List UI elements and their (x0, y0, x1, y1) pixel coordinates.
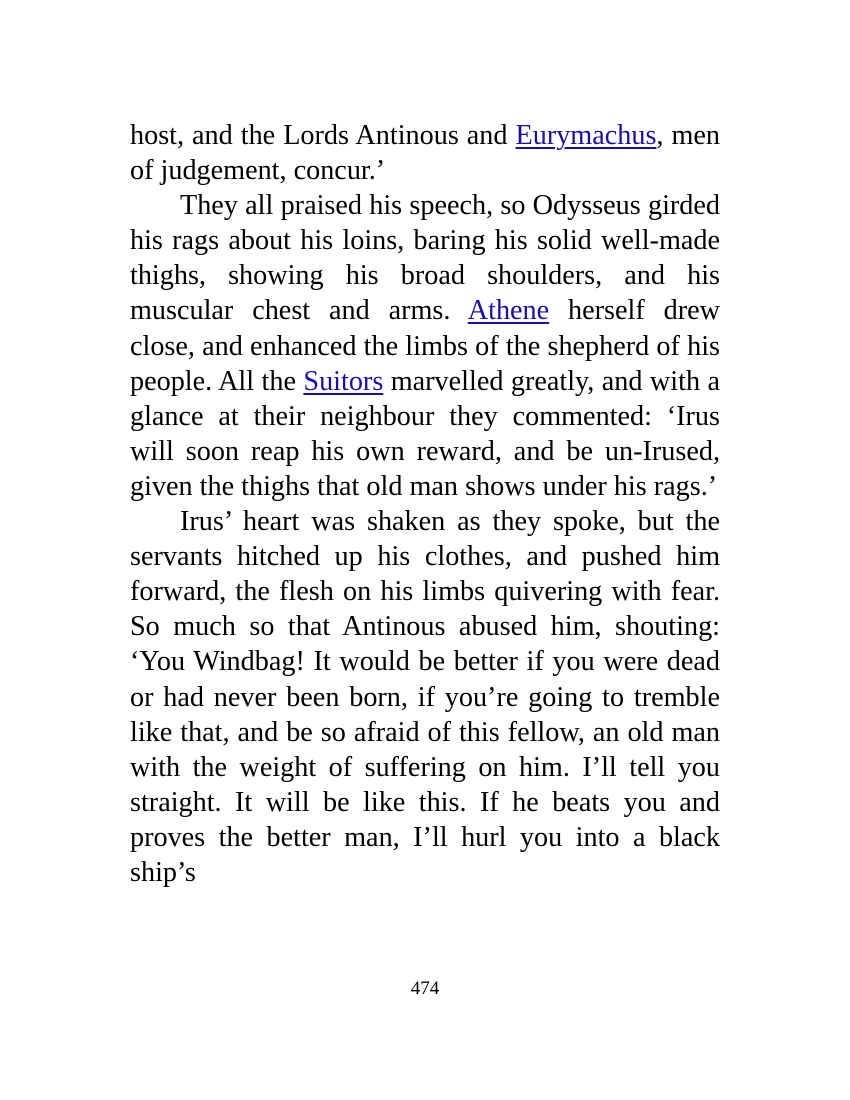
document-body (130, 118, 720, 890)
page-number: 474 (410, 978, 440, 999)
text-segment: marvelled greatly, and with a glance at their neighbour they commented: ‘Irus will soon reap his own reward, and be un-Irused, given the thighs that old man shows under his rags.’ (130, 365, 720, 502)
link-suitors[interactable]: Suitors (303, 365, 384, 397)
paragraph (130, 188, 720, 504)
paragraph (130, 504, 720, 890)
link-athene[interactable]: Athene (467, 295, 550, 327)
text-segment: They all praised his speech, so Odysseus girded his rags about his loins, baring his solid well-made thighs, showing his broad shoulders, and his muscular chest and arms. (130, 190, 720, 327)
text-segment: host, and the Lords Antinous and (130, 120, 516, 151)
text-segment: herself drew close, and enhanced the limbs of the shepherd of his people. All the (130, 295, 720, 397)
paragraph (130, 118, 720, 188)
text-segment: Irus’ heart was shaken as they spoke, but the servants hitched up his clothes, and pushed him forward, the flesh on his limbs quivering with fear. So much so that Antinous abused him, shouting: ‘You Windbag! It would be better if you were dead or had never been born, if you’re going to tremble like that, and be so afraid of this fellow, an old man with the weight of suffering on him. I’ll tell you straight. It will be like this. If he beats you and proves the better man, I’ll hurl you into a black ship’s (130, 506, 720, 888)
text-segment: , men of judgement, concur.’ (130, 120, 721, 187)
paragraph-list (130, 118, 720, 890)
link-eurymachus[interactable]: Eurymachus (515, 120, 657, 151)
